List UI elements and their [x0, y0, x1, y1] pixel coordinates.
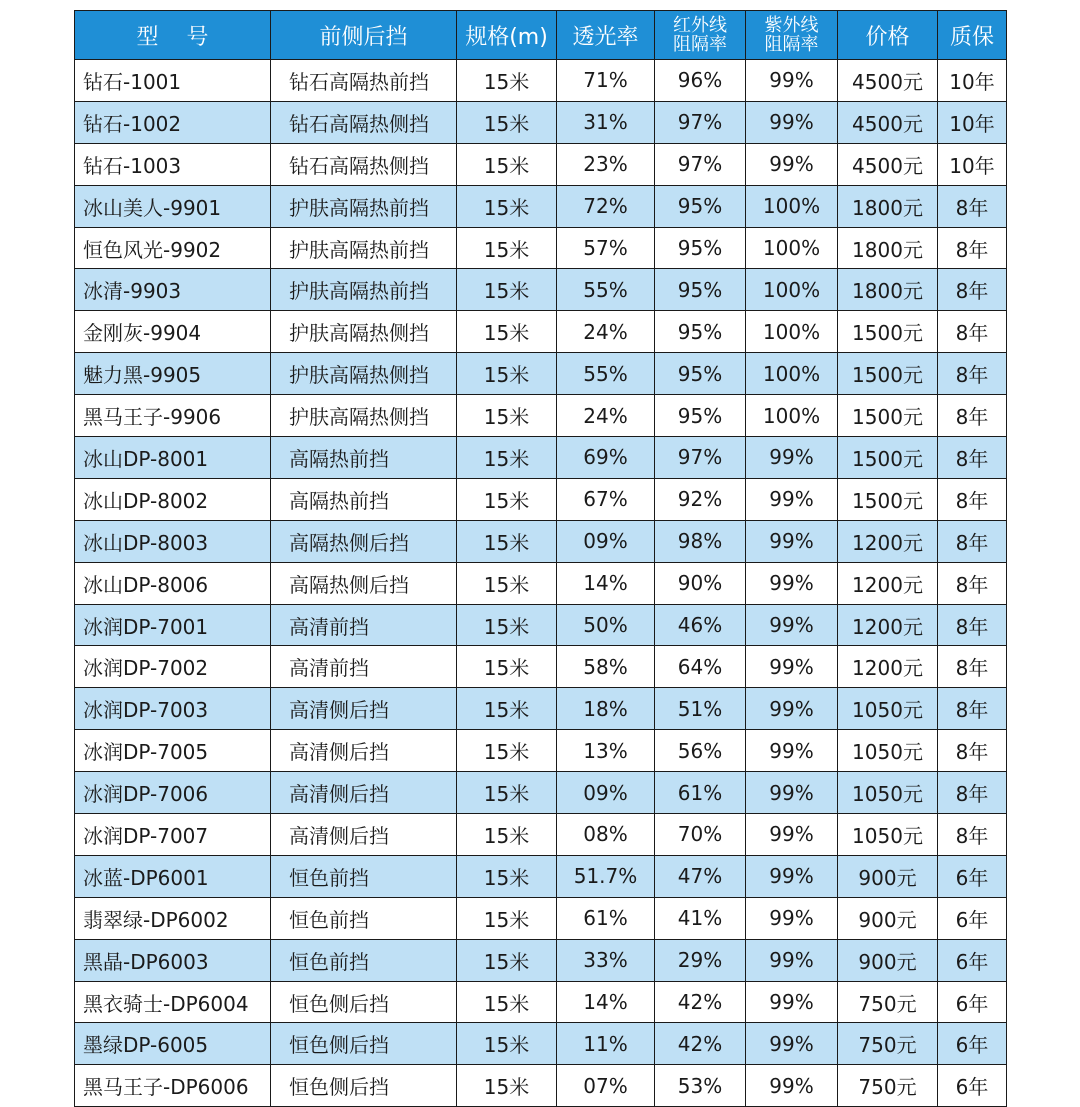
cell-type: 护肤高隔热前挡	[271, 269, 457, 311]
cell-vlt: 55%	[557, 269, 655, 311]
cell-model: 冰润DP-7001	[75, 604, 271, 646]
cell-type: 高清前挡	[271, 604, 457, 646]
cell-spec: 15米	[457, 101, 557, 143]
cell-vlt: 55%	[557, 353, 655, 395]
cell-vlt: 58%	[557, 646, 655, 688]
cell-ir: 53%	[655, 1065, 746, 1107]
header-price: 价格	[838, 11, 938, 60]
cell-ir: 42%	[655, 981, 746, 1023]
cell-vlt: 57%	[557, 227, 655, 269]
cell-spec: 15米	[457, 185, 557, 227]
cell-uv: 100%	[746, 395, 838, 437]
table-row	[75, 730, 1007, 772]
cell-uv: 99%	[746, 143, 838, 185]
table-row	[75, 604, 1007, 646]
cell-vlt: 61%	[557, 897, 655, 939]
header-ir-line2: 阻隔率	[673, 34, 727, 55]
table-row	[75, 939, 1007, 981]
header-ir-line1: 红外线	[673, 15, 727, 36]
cell-type: 高清侧后挡	[271, 730, 457, 772]
cell-ir: 92%	[655, 478, 746, 520]
cell-model: 翡翠绿-DP6002	[75, 897, 271, 939]
cell-ir: 95%	[655, 395, 746, 437]
cell-warranty: 8年	[938, 814, 1007, 856]
cell-model: 冰山DP-8002	[75, 478, 271, 520]
cell-model: 冰润DP-7003	[75, 688, 271, 730]
cell-uv: 100%	[746, 311, 838, 353]
cell-type: 护肤高隔热侧挡	[271, 395, 457, 437]
cell-ir: 61%	[655, 772, 746, 814]
cell-model: 金刚灰-9904	[75, 311, 271, 353]
cell-price: 900元	[838, 855, 938, 897]
cell-type: 护肤高隔热侧挡	[271, 353, 457, 395]
cell-vlt: 18%	[557, 688, 655, 730]
cell-price: 750元	[838, 1023, 938, 1065]
cell-model: 冰润DP-7002	[75, 646, 271, 688]
cell-spec: 15米	[457, 730, 557, 772]
cell-type: 高清侧后挡	[271, 772, 457, 814]
cell-vlt: 09%	[557, 772, 655, 814]
cell-warranty: 6年	[938, 939, 1007, 981]
table-row	[75, 395, 1007, 437]
cell-price: 1050元	[838, 688, 938, 730]
cell-uv: 99%	[746, 101, 838, 143]
table-row	[75, 855, 1007, 897]
cell-type: 钻石高隔热侧挡	[271, 143, 457, 185]
table-row	[75, 520, 1007, 562]
cell-vlt: 11%	[557, 1023, 655, 1065]
cell-vlt: 33%	[557, 939, 655, 981]
cell-warranty: 8年	[938, 688, 1007, 730]
cell-price: 1500元	[838, 311, 938, 353]
cell-type: 高清侧后挡	[271, 688, 457, 730]
cell-model: 冰蓝-DP6001	[75, 855, 271, 897]
cell-spec: 15米	[457, 604, 557, 646]
cell-uv: 99%	[746, 478, 838, 520]
cell-warranty: 8年	[938, 772, 1007, 814]
cell-price: 1050元	[838, 814, 938, 856]
cell-uv: 99%	[746, 1065, 838, 1107]
cell-price: 1050元	[838, 772, 938, 814]
cell-model: 黑晶-DP6003	[75, 939, 271, 981]
cell-vlt: 14%	[557, 562, 655, 604]
cell-price: 4500元	[838, 101, 938, 143]
cell-uv: 99%	[746, 520, 838, 562]
cell-price: 900元	[838, 897, 938, 939]
cell-price: 1800元	[838, 227, 938, 269]
cell-ir: 47%	[655, 855, 746, 897]
cell-spec: 15米	[457, 269, 557, 311]
table-row	[75, 562, 1007, 604]
cell-type: 恒色侧后挡	[271, 1023, 457, 1065]
table-row	[75, 101, 1007, 143]
table-row	[75, 981, 1007, 1023]
cell-spec: 15米	[457, 520, 557, 562]
cell-warranty: 8年	[938, 478, 1007, 520]
cell-spec: 15米	[457, 353, 557, 395]
cell-model: 黑马王子-DP6006	[75, 1065, 271, 1107]
cell-uv: 99%	[746, 730, 838, 772]
cell-spec: 15米	[457, 814, 557, 856]
cell-ir: 56%	[655, 730, 746, 772]
cell-price: 1500元	[838, 478, 938, 520]
cell-price: 1800元	[838, 185, 938, 227]
cell-ir: 42%	[655, 1023, 746, 1065]
cell-price: 900元	[838, 939, 938, 981]
cell-price: 750元	[838, 981, 938, 1023]
cell-type: 高隔热侧后挡	[271, 520, 457, 562]
cell-spec: 15米	[457, 60, 557, 102]
header-model: 型 号	[75, 11, 271, 60]
table-body	[75, 60, 1007, 1107]
cell-warranty: 8年	[938, 520, 1007, 562]
cell-ir: 96%	[655, 60, 746, 102]
cell-warranty: 6年	[938, 855, 1007, 897]
header-uv	[746, 11, 838, 60]
cell-model: 墨绿DP-6005	[75, 1023, 271, 1065]
cell-uv: 99%	[746, 897, 838, 939]
cell-model: 恒色风光-9902	[75, 227, 271, 269]
cell-model: 冰润DP-7005	[75, 730, 271, 772]
cell-type: 钻石高隔热侧挡	[271, 101, 457, 143]
cell-type: 护肤高隔热前挡	[271, 227, 457, 269]
cell-price: 1500元	[838, 437, 938, 479]
header-ir	[655, 11, 746, 60]
cell-spec: 15米	[457, 981, 557, 1023]
cell-vlt: 13%	[557, 730, 655, 772]
table-row	[75, 227, 1007, 269]
cell-warranty: 8年	[938, 604, 1007, 646]
cell-type: 高清侧后挡	[271, 814, 457, 856]
cell-uv: 99%	[746, 688, 838, 730]
cell-warranty: 8年	[938, 562, 1007, 604]
cell-uv: 99%	[746, 814, 838, 856]
cell-warranty: 6年	[938, 981, 1007, 1023]
cell-vlt: 24%	[557, 311, 655, 353]
cell-warranty: 8年	[938, 395, 1007, 437]
cell-price: 1800元	[838, 269, 938, 311]
cell-ir: 95%	[655, 353, 746, 395]
cell-type: 恒色前挡	[271, 855, 457, 897]
cell-model: 冰山DP-8001	[75, 437, 271, 479]
table-row	[75, 646, 1007, 688]
cell-spec: 15米	[457, 395, 557, 437]
cell-uv: 100%	[746, 185, 838, 227]
cell-ir: 95%	[655, 311, 746, 353]
cell-ir: 97%	[655, 101, 746, 143]
cell-type: 高清前挡	[271, 646, 457, 688]
table-row	[75, 1023, 1007, 1065]
cell-warranty: 6年	[938, 1065, 1007, 1107]
cell-ir: 90%	[655, 562, 746, 604]
table-row	[75, 478, 1007, 520]
table-row	[75, 1065, 1007, 1107]
cell-uv: 100%	[746, 269, 838, 311]
cell-spec: 15米	[457, 311, 557, 353]
cell-uv: 99%	[746, 437, 838, 479]
cell-price: 1500元	[838, 353, 938, 395]
cell-spec: 15米	[457, 939, 557, 981]
cell-warranty: 6年	[938, 1023, 1007, 1065]
cell-warranty: 8年	[938, 269, 1007, 311]
cell-vlt: 23%	[557, 143, 655, 185]
cell-warranty: 8年	[938, 185, 1007, 227]
cell-warranty: 8年	[938, 227, 1007, 269]
cell-uv: 99%	[746, 855, 838, 897]
cell-spec: 15米	[457, 897, 557, 939]
cell-vlt: 14%	[557, 981, 655, 1023]
table-row	[75, 897, 1007, 939]
cell-type: 恒色侧后挡	[271, 1065, 457, 1107]
cell-vlt: 50%	[557, 604, 655, 646]
table-row	[75, 437, 1007, 479]
cell-vlt: 67%	[557, 478, 655, 520]
table-row	[75, 311, 1007, 353]
cell-uv: 99%	[746, 981, 838, 1023]
table-row	[75, 269, 1007, 311]
cell-price: 4500元	[838, 143, 938, 185]
cell-ir: 95%	[655, 185, 746, 227]
cell-uv: 99%	[746, 562, 838, 604]
cell-ir: 41%	[655, 897, 746, 939]
table-row	[75, 688, 1007, 730]
header-uv-line2: 阻隔率	[764, 34, 819, 55]
cell-type: 恒色侧后挡	[271, 981, 457, 1023]
cell-price: 1500元	[838, 395, 938, 437]
table-row	[75, 60, 1007, 102]
cell-warranty: 10年	[938, 143, 1007, 185]
cell-spec: 15米	[457, 855, 557, 897]
cell-model: 冰润DP-7007	[75, 814, 271, 856]
cell-model: 冰润DP-7006	[75, 772, 271, 814]
cell-uv: 99%	[746, 604, 838, 646]
cell-spec: 15米	[457, 1065, 557, 1107]
cell-model: 冰山DP-8006	[75, 562, 271, 604]
cell-spec: 15米	[457, 227, 557, 269]
cell-price: 1200元	[838, 646, 938, 688]
cell-price: 1050元	[838, 730, 938, 772]
cell-price: 1200元	[838, 562, 938, 604]
cell-vlt: 69%	[557, 437, 655, 479]
cell-ir: 95%	[655, 227, 746, 269]
cell-warranty: 8年	[938, 437, 1007, 479]
table-row	[75, 143, 1007, 185]
cell-price: 4500元	[838, 60, 938, 102]
cell-warranty: 10年	[938, 101, 1007, 143]
cell-model: 冰山DP-8003	[75, 520, 271, 562]
cell-vlt: 09%	[557, 520, 655, 562]
cell-warranty: 8年	[938, 730, 1007, 772]
cell-uv: 100%	[746, 227, 838, 269]
cell-vlt: 31%	[557, 101, 655, 143]
cell-vlt: 72%	[557, 185, 655, 227]
cell-model: 魅力黑-9905	[75, 353, 271, 395]
cell-type: 高隔热前挡	[271, 437, 457, 479]
cell-vlt: 07%	[557, 1065, 655, 1107]
cell-spec: 15米	[457, 772, 557, 814]
cell-type: 护肤高隔热侧挡	[271, 311, 457, 353]
price-table-container	[74, 10, 1006, 1107]
cell-price: 1200元	[838, 520, 938, 562]
cell-uv: 99%	[746, 646, 838, 688]
cell-type: 钻石高隔热前挡	[271, 60, 457, 102]
cell-spec: 15米	[457, 562, 557, 604]
cell-ir: 51%	[655, 688, 746, 730]
header-vlt: 透光率	[557, 11, 655, 60]
cell-type: 恒色前挡	[271, 939, 457, 981]
header-warranty: 质保	[938, 11, 1007, 60]
cell-vlt: 51.7%	[557, 855, 655, 897]
cell-type: 高隔热前挡	[271, 478, 457, 520]
cell-ir: 46%	[655, 604, 746, 646]
table-row	[75, 353, 1007, 395]
cell-model: 钻石-1001	[75, 60, 271, 102]
header-row	[75, 11, 1007, 60]
cell-vlt: 71%	[557, 60, 655, 102]
cell-price: 750元	[838, 1065, 938, 1107]
cell-uv: 99%	[746, 60, 838, 102]
cell-warranty: 8年	[938, 311, 1007, 353]
cell-spec: 15米	[457, 437, 557, 479]
cell-ir: 98%	[655, 520, 746, 562]
cell-type: 恒色前挡	[271, 897, 457, 939]
table-row	[75, 185, 1007, 227]
cell-type: 高隔热侧后挡	[271, 562, 457, 604]
cell-uv: 100%	[746, 353, 838, 395]
cell-warranty: 8年	[938, 353, 1007, 395]
cell-price: 1200元	[838, 604, 938, 646]
cell-ir: 29%	[655, 939, 746, 981]
cell-spec: 15米	[457, 478, 557, 520]
cell-spec: 15米	[457, 646, 557, 688]
header-spec: 规格(m)	[457, 11, 557, 60]
cell-vlt: 24%	[557, 395, 655, 437]
cell-uv: 99%	[746, 772, 838, 814]
table-row	[75, 814, 1007, 856]
table-row	[75, 772, 1007, 814]
cell-ir: 97%	[655, 143, 746, 185]
cell-ir: 95%	[655, 269, 746, 311]
cell-vlt: 08%	[557, 814, 655, 856]
cell-warranty: 10年	[938, 60, 1007, 102]
cell-uv: 99%	[746, 939, 838, 981]
cell-model: 黑马王子-9906	[75, 395, 271, 437]
window-film-price-table	[74, 10, 1007, 1107]
cell-ir: 64%	[655, 646, 746, 688]
cell-warranty: 6年	[938, 897, 1007, 939]
cell-model: 黑衣骑士-DP6004	[75, 981, 271, 1023]
cell-warranty: 8年	[938, 646, 1007, 688]
header-type: 前侧后挡	[271, 11, 457, 60]
cell-ir: 97%	[655, 437, 746, 479]
cell-spec: 15米	[457, 688, 557, 730]
cell-model: 冰山美人-9901	[75, 185, 271, 227]
cell-spec: 15米	[457, 143, 557, 185]
header-uv-line1: 紫外线	[764, 15, 819, 36]
cell-spec: 15米	[457, 1023, 557, 1065]
cell-ir: 70%	[655, 814, 746, 856]
cell-model: 钻石-1002	[75, 101, 271, 143]
cell-type: 护肤高隔热前挡	[271, 185, 457, 227]
cell-model: 冰清-9903	[75, 269, 271, 311]
cell-model: 钻石-1003	[75, 143, 271, 185]
cell-uv: 99%	[746, 1023, 838, 1065]
